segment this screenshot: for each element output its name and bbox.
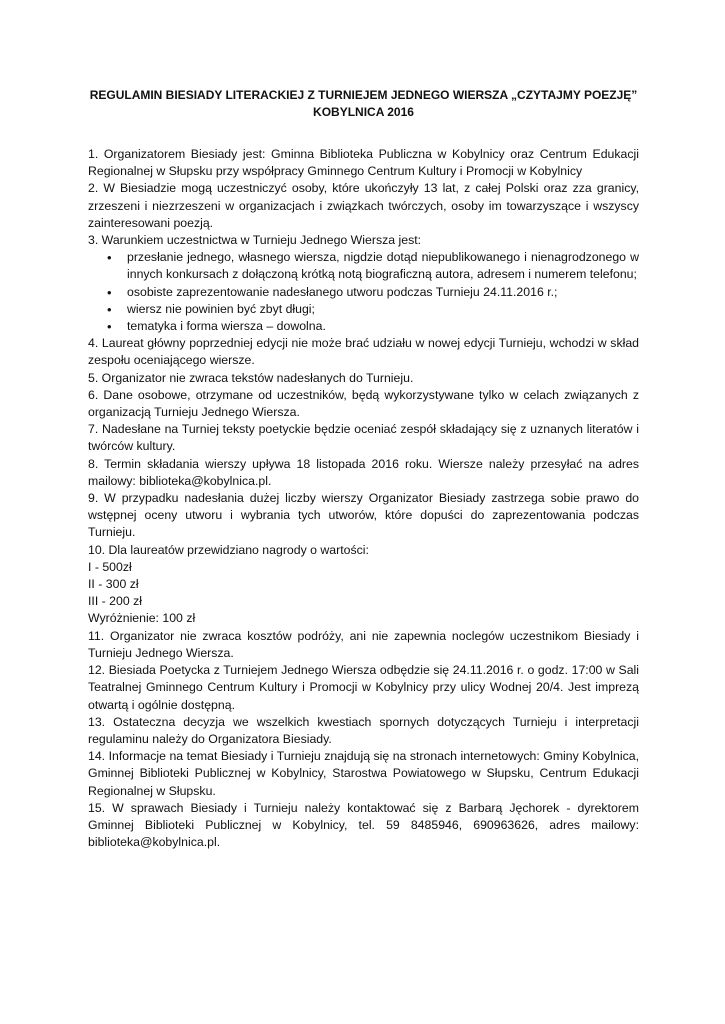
paragraph-8: 8. Termin składania wierszy upływa 18 listopada 2016 roku. Wiersze należy przesyłać na adres mailowy: biblioteka@kobylnica.pl. <box>88 456 639 488</box>
prize-line: Wyróżnienie: 100 zł <box>88 611 196 626</box>
paragraph-10: 10. Dla laureatów przewidziano nagrody o wartości: <box>88 542 369 557</box>
prize-line: II - 300 zł <box>88 577 139 592</box>
paragraph-14: 14. Informacje na temat Biesiady i Turnieju znajdują się na stronach internetowych: Gminy Kobylnica, Gminnej Biblioteki Publicznej w Kobylnicy, Starostwa Powiatowego w Słupsku, Centrum Edukacji Regionalnej w Słupsku. <box>88 749 639 798</box>
condition-item: • wiersz nie powinien być zbyt długi; <box>88 301 639 318</box>
condition-item: • przesłanie jednego, własnego wiersza, nigdzie dotąd niepublikowanego i nienagrodzonego w innych konkursach z dołączoną krótką notą biograficzną autora, adresem i numerem telefonu; <box>88 249 639 283</box>
paragraph-12: 12. Biesiada Poetycka z Turniejem Jednego Wiersza odbędzie się 24.11.2016 r. o godz. 17:00 w Sali Teatralnej Gminnego Centrum Kultury i Promocji w Kobylnicy przy ulicy Wodnej 20/4. Jest imprezą otwartą i ogólnie dostępną. <box>88 663 639 712</box>
prize-line: I - 500zł <box>88 559 132 574</box>
document-title <box>88 87 639 121</box>
condition-item: • osobiste zaprezentowanie nadesłanego utworu podczas Turnieju 24.11.2016 r.; <box>88 284 639 301</box>
paragraph-15: 15. W sprawach Biesiady i Turnieju należy kontaktować się z Barbarą Jęchorek - dyrektorem Gminnej Biblioteki Publicznej w Kobylnicy, tel. 59 8485946, 690963626, adres mailowy: biblioteka@kobylnica.pl. <box>88 800 639 850</box>
paragraph-6: 6. Dane osobowe, otrzymane od uczestników, będą wykorzystywane tylko w celach związanych z organizacją Turnieju Jednego Wiersza. <box>88 387 639 420</box>
paragraph-5: 5. Organizator nie zwraca tekstów nadesłanych do Turnieju. <box>88 370 414 385</box>
paragraph-1: 1. Organizatorem Biesiady jest: Gminna Biblioteka Publiczna w Kobylnicy oraz Centrum Edukacji Regionalnej w Słupsku przy współpracy Gminnego Centrum Kultury i Promocji w Kobylnicy <box>88 147 639 179</box>
paragraph-4: 4. Laureat główny poprzedniej edycji nie może brać udziału w nowej edycji Turnieju, wchodzi w skład zespołu oceniającego wiersze. <box>88 336 639 368</box>
document-page <box>88 87 639 851</box>
paragraph-9: 9. W przypadku nadesłania dużej liczby wierszy Organizator Biesiady zastrzega sobie prawo do wstępnej oceny utworu i wybrania tych utworów, które dopuści do zaprezentowania podczas Turnieju. <box>88 491 639 540</box>
title-line-1: REGULAMIN BIESIADY LITERACKIEJ Z TURNIEJEM JEDNEGO WIERSZA „CZYTAJMY POEZJĘ” <box>89 88 638 102</box>
paragraph-11: 11. Organizator nie zwraca kosztów podróży, ani nie zapewnia noclegów uczestnikom Biesiady i Turnieju Jednego Wiersza. <box>88 628 639 660</box>
paragraph-7: 7. Nadesłane na Turniej teksty poetyckie będzie oceniać zespół składający się z uznanych literatów i twórców kultury. <box>88 422 639 454</box>
prize-line: III - 200 zł <box>88 594 142 609</box>
paragraph-3: 3. Warunkiem uczestnictwa w Turnieju Jednego Wiersza jest: <box>88 233 422 248</box>
title-line-2: KOBYLNICA 2016 <box>313 105 414 119</box>
conditions-list <box>88 249 639 335</box>
condition-item: • tematyka i forma wiersza – dowolna. <box>88 318 639 335</box>
paragraph-13: 13. Ostateczna decyzja we wszelkich kwestiach spornych dotyczących Turnieju i interpretacji regulaminu należy do Organizatora Biesiady. <box>88 714 639 746</box>
paragraph-2: 2. W Biesiadzie mogą uczestniczyć osoby, które ukończyły 13 lat, z całej Polski oraz zza granicy, zrzeszeni i niezrzeszeni w organizacjach i związkach twórczych, osoby im towarzyszące i wszyscy zainteresowani poezją. <box>88 181 639 230</box>
